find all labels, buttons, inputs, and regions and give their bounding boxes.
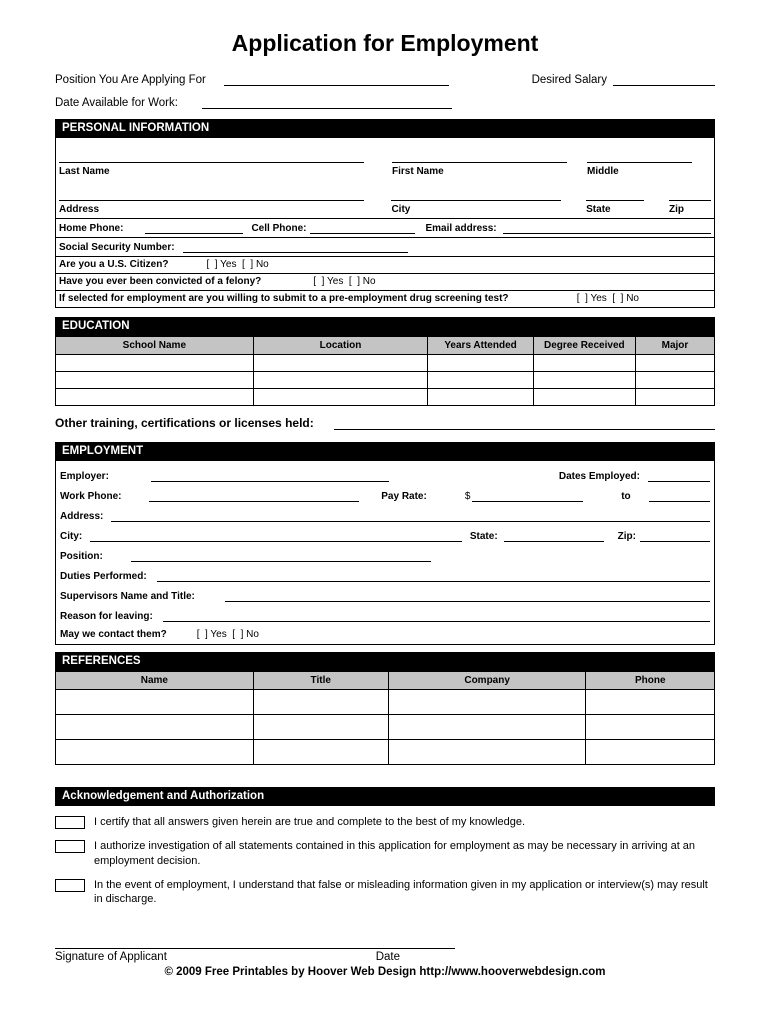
first-name-blank[interactable] xyxy=(392,150,567,163)
reference-cell[interactable] xyxy=(586,715,715,740)
references-header-row xyxy=(56,672,715,690)
references-col-name: Name xyxy=(56,672,254,690)
ack-item-certify xyxy=(55,815,715,830)
employer-zip-label: Zip: xyxy=(617,531,636,542)
reason-leaving-label: Reason for leaving: xyxy=(60,611,153,622)
dollar-sign-label: $ xyxy=(464,491,471,502)
work-phone-blank[interactable] xyxy=(149,489,359,502)
personal-info-box xyxy=(55,138,715,308)
reason-leaving-row xyxy=(56,606,714,626)
ack-item-authorize xyxy=(55,839,715,869)
education-cell[interactable] xyxy=(56,372,254,389)
contact-them-label: May we contact them? xyxy=(60,629,167,640)
city-label: City xyxy=(391,204,411,215)
footer-copyright: © 2009 Free Printables by Hoover Web Design http://www.hooverwebdesign.com xyxy=(164,966,606,979)
employment-box xyxy=(55,461,715,645)
references-col-title: Title xyxy=(253,672,388,690)
references-col-phone: Phone xyxy=(586,672,715,690)
pay-rate-to-blank[interactable] xyxy=(649,489,710,502)
ssn-label: Social Security Number: xyxy=(59,242,175,253)
education-cell[interactable] xyxy=(533,355,635,372)
email-blank[interactable] xyxy=(503,221,711,234)
zip-field xyxy=(669,188,711,215)
supervisor-blank[interactable] xyxy=(225,589,710,602)
address-row xyxy=(56,180,714,219)
employer-address-row xyxy=(56,506,714,526)
education-cell[interactable] xyxy=(253,389,428,406)
name-row xyxy=(56,138,714,180)
reference-cell[interactable] xyxy=(56,690,254,715)
ack-item-discharge xyxy=(55,878,715,908)
phones-row xyxy=(56,219,714,238)
supervisor-label: Supervisors Name and Title: xyxy=(60,591,195,602)
employer-row xyxy=(56,461,714,486)
last-name-label: Last Name xyxy=(59,166,110,177)
education-col-major: Major xyxy=(635,337,714,355)
employer-address-label: Address: xyxy=(60,511,104,522)
address-field xyxy=(59,188,391,215)
education-cell[interactable] xyxy=(635,355,714,372)
city-field xyxy=(391,188,586,215)
education-cell[interactable] xyxy=(533,389,635,406)
signature-line[interactable] xyxy=(55,933,455,949)
education-cell[interactable] xyxy=(428,372,533,389)
zip-blank[interactable] xyxy=(669,188,711,201)
education-col-years-attended: Years Attended xyxy=(428,337,533,355)
reference-cell[interactable] xyxy=(56,740,254,765)
zip-label: Zip xyxy=(669,204,684,215)
employer-zip-blank[interactable] xyxy=(640,529,710,542)
other-training-row xyxy=(55,416,715,430)
authorize-text: I authorize investigation of all statements contained in this application for employment as may be necessary in arriving at an employment decision. xyxy=(94,839,696,867)
discharge-checkbox[interactable] xyxy=(55,879,85,892)
employer-state-blank[interactable] xyxy=(504,529,604,542)
dates-employed-label: Dates Employed: xyxy=(558,471,640,482)
education-cell[interactable] xyxy=(253,355,428,372)
email-label: Email address: xyxy=(425,223,497,234)
position-held-label: Position: xyxy=(60,551,103,562)
last-name-blank[interactable] xyxy=(59,150,364,163)
middle-name-field xyxy=(587,150,711,177)
authorize-checkbox[interactable] xyxy=(55,840,85,853)
reference-row xyxy=(56,715,715,740)
position-blank[interactable] xyxy=(224,73,449,86)
education-cell[interactable] xyxy=(533,372,635,389)
reference-cell[interactable] xyxy=(253,740,388,765)
state-blank[interactable] xyxy=(586,188,644,201)
employment-header: EMPLOYMENT xyxy=(55,442,715,461)
references-header: REFERENCES xyxy=(55,652,715,671)
felony-yes-no-options[interactable]: [ ] Yes [ ] No xyxy=(313,276,376,287)
date-available-label: Date Available for Work: xyxy=(55,97,178,109)
reference-cell[interactable] xyxy=(253,715,388,740)
cell-phone-label: Cell Phone: xyxy=(251,223,307,234)
other-training-label: Other training, certifications or licenses held: xyxy=(55,416,314,430)
education-row xyxy=(56,355,715,372)
education-table xyxy=(55,336,715,406)
references-table xyxy=(55,671,715,765)
reference-cell[interactable] xyxy=(56,715,254,740)
middle-name-blank[interactable] xyxy=(587,150,692,163)
page-title: Application for Employment xyxy=(231,30,539,56)
employer-city-blank[interactable] xyxy=(90,529,462,542)
education-cell[interactable] xyxy=(635,372,714,389)
education-header: EDUCATION xyxy=(55,317,715,336)
contact-them-row xyxy=(56,626,714,644)
education-cell[interactable] xyxy=(635,389,714,406)
references-col-company: Company xyxy=(388,672,586,690)
desired-salary-label: Desired Salary xyxy=(531,74,607,86)
ssn-blank[interactable] xyxy=(183,240,408,253)
pay-rate-blank[interactable] xyxy=(472,489,583,502)
reference-cell[interactable] xyxy=(388,715,586,740)
felony-row xyxy=(56,274,714,291)
employer-city-row xyxy=(56,526,714,546)
desired-salary-blank[interactable] xyxy=(613,73,715,86)
position-row xyxy=(55,73,715,86)
reference-cell[interactable] xyxy=(586,690,715,715)
home-phone-blank[interactable] xyxy=(145,221,243,234)
other-training-blank[interactable] xyxy=(334,417,715,430)
ssn-row xyxy=(56,238,714,257)
position-held-row xyxy=(56,546,714,566)
supervisor-row xyxy=(56,586,714,606)
drug-test-yes-no-options[interactable]: [ ] Yes [ ] No xyxy=(576,293,639,304)
reference-cell[interactable] xyxy=(388,740,586,765)
date-available-row xyxy=(55,96,715,109)
employer-address-blank[interactable] xyxy=(111,509,710,522)
address-label: Address xyxy=(59,204,100,215)
reference-cell[interactable] xyxy=(253,690,388,715)
duties-row xyxy=(56,566,714,586)
date-available-blank[interactable] xyxy=(202,96,452,109)
duties-blank[interactable] xyxy=(157,569,710,582)
reason-leaving-blank[interactable] xyxy=(163,609,710,622)
education-cell[interactable] xyxy=(428,389,533,406)
education-row xyxy=(56,372,715,389)
reference-cell[interactable] xyxy=(388,690,586,715)
address-blank[interactable] xyxy=(59,188,364,201)
contact-them-yes-no-options[interactable]: [ ] Yes [ ] No xyxy=(196,629,259,640)
first-name-label: First Name xyxy=(392,166,444,177)
citizen-yes-no-options[interactable]: [ ] Yes [ ] No xyxy=(206,259,269,270)
pay-rate-to-label: to xyxy=(621,491,631,502)
education-cell[interactable] xyxy=(56,355,254,372)
first-name-field xyxy=(392,150,587,177)
drug-test-row xyxy=(56,291,714,307)
reference-row xyxy=(56,690,715,715)
state-label: State xyxy=(586,204,611,215)
signature-labels-row xyxy=(55,951,455,963)
signature-label: Signature of Applicant xyxy=(55,951,167,964)
middle-name-label: Middle xyxy=(587,166,619,177)
state-field xyxy=(586,188,669,215)
citizen-question-label: Are you a U.S. Citizen? xyxy=(59,259,169,270)
certify-text: I certify that all answers given herein are true and complete to the best of my knowledge. xyxy=(94,816,526,828)
last-name-field xyxy=(59,150,392,177)
date-label: Date xyxy=(375,951,400,964)
position-label: Position You Are Applying For xyxy=(55,74,206,86)
education-cell[interactable] xyxy=(56,389,254,406)
acknowledgement-header: Acknowledgement and Authorization xyxy=(55,787,715,806)
employer-label: Employer: xyxy=(60,471,109,482)
education-col-school-name: School Name xyxy=(56,337,254,355)
employer-city-label: City: xyxy=(60,531,83,542)
reference-row xyxy=(56,740,715,765)
work-phone-label: Work Phone: xyxy=(60,491,122,502)
personal-info-header: PERSONAL INFORMATION xyxy=(55,119,715,138)
duties-label: Duties Performed: xyxy=(60,571,147,582)
position-held-blank[interactable] xyxy=(131,549,431,562)
certify-checkbox[interactable] xyxy=(55,816,85,829)
pay-rate-label: Pay Rate: xyxy=(381,491,427,502)
drug-test-question-label: If selected for employment are you willing to submit to a pre-employment drug screening test? xyxy=(59,293,509,304)
employer-blank[interactable] xyxy=(151,469,389,482)
employer-state-label: State: xyxy=(469,531,498,542)
discharge-text: In the event of employment, I understand that false or misleading information given in my application or interview(s) may result in discharge. xyxy=(94,878,708,906)
education-row xyxy=(56,389,715,406)
city-blank[interactable] xyxy=(391,188,561,201)
citizen-row xyxy=(56,257,714,274)
home-phone-label: Home Phone: xyxy=(59,223,124,234)
cell-phone-blank[interactable] xyxy=(310,221,415,234)
work-phone-row xyxy=(56,486,714,506)
education-header-row xyxy=(56,337,715,355)
education-col-degree-received: Degree Received xyxy=(533,337,635,355)
felony-question-label: Have you ever been convicted of a felony? xyxy=(59,276,262,287)
education-cell[interactable] xyxy=(253,372,428,389)
reference-cell[interactable] xyxy=(586,740,715,765)
dates-employed-blank[interactable] xyxy=(648,469,710,482)
acknowledgement-section xyxy=(55,787,715,907)
education-cell[interactable] xyxy=(428,355,533,372)
education-col-location: Location xyxy=(253,337,428,355)
